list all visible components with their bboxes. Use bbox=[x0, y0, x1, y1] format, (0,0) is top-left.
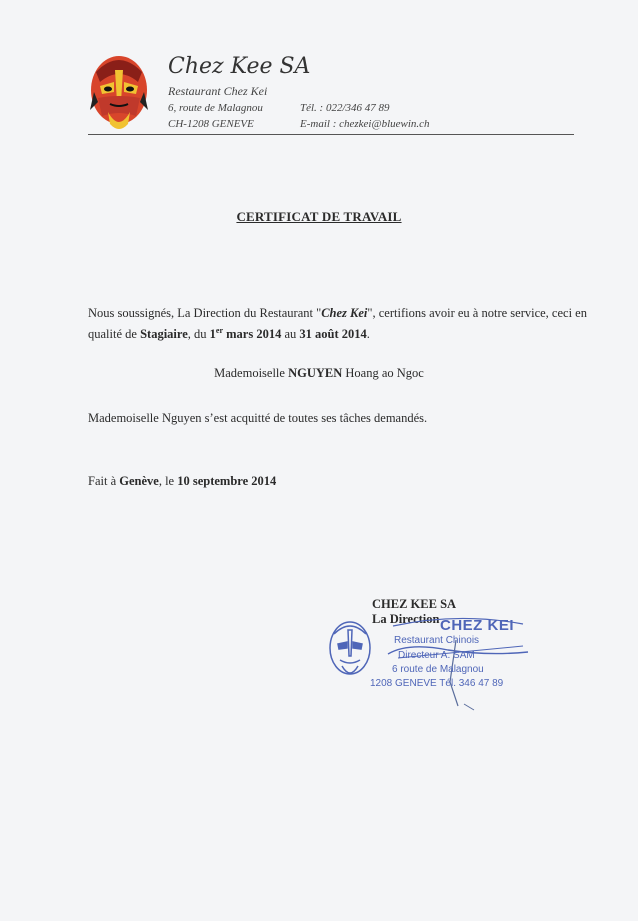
email-address: E-mail : chezkei@bluewin.ch bbox=[300, 118, 430, 130]
restaurant-name: Chez Kei bbox=[321, 306, 368, 320]
stamp-line-1: Restaurant Chinois bbox=[394, 635, 480, 646]
document-title: CERTIFICAT DE TRAVAIL bbox=[236, 209, 402, 224]
header-divider bbox=[88, 134, 574, 135]
address-city: CH-1208 GENEVE bbox=[168, 118, 254, 130]
p1-text-1: Nous soussignés, La Direction du Restaurant " bbox=[88, 306, 322, 320]
stamp-line-2: Directeur A. SAM bbox=[398, 650, 475, 661]
signature-direction: La Direction bbox=[372, 612, 440, 626]
signature-company: CHEZ KEE SA bbox=[372, 597, 457, 611]
performance-paragraph: Mademoiselle Nguyen s’est acquitté de toutes ses tâches demandés. bbox=[88, 411, 428, 425]
p1-text-5: . bbox=[366, 327, 370, 342]
start-day-suffix: er bbox=[215, 326, 223, 335]
restaurant-subtitle: Restaurant Chez Kei bbox=[168, 84, 268, 98]
address-street: 6, route de Malagnou bbox=[168, 102, 263, 114]
company-name: Chez Kee SA bbox=[168, 54, 311, 79]
role-name: Stagiaire bbox=[140, 327, 188, 342]
employee-name-line bbox=[0, 364, 638, 382]
stamp-line-4: 1208 GENEVE Tél. 346 47 89 bbox=[370, 678, 504, 689]
p1-text-2: ", certifions avoir eu à notre service, ceci en qualité de bbox=[88, 306, 587, 342]
opera-mask-stamp-icon bbox=[330, 622, 370, 674]
employee-given-names: Hoang ao Ngoc bbox=[342, 366, 424, 380]
stamp-line-3: 6 route de Malagnou bbox=[392, 664, 484, 675]
closing-text-1: Fait à bbox=[88, 474, 120, 488]
p1-text-3: , du bbox=[187, 327, 210, 342]
start-day: 1 bbox=[209, 327, 216, 342]
start-date bbox=[210, 327, 282, 341]
opera-mask-icon bbox=[88, 52, 150, 134]
start-month-year: mars 2014 bbox=[223, 327, 282, 342]
service-paragraph bbox=[88, 304, 588, 343]
phone-number: Tél. : 022/346 47 89 bbox=[300, 102, 390, 114]
closing-text-2: , le bbox=[158, 474, 178, 488]
closing-place: Genève bbox=[119, 474, 159, 488]
closing-line bbox=[88, 472, 588, 490]
employee-prefix: Mademoiselle bbox=[214, 366, 289, 380]
employee-surname: NGUYEN bbox=[288, 366, 343, 380]
closing-date: 10 septembre 2014 bbox=[177, 474, 277, 488]
end-date: 31 août 2014 bbox=[299, 327, 367, 342]
p1-text-4: au bbox=[281, 327, 300, 342]
stamp-name: CHEZ KEI bbox=[440, 617, 515, 634]
